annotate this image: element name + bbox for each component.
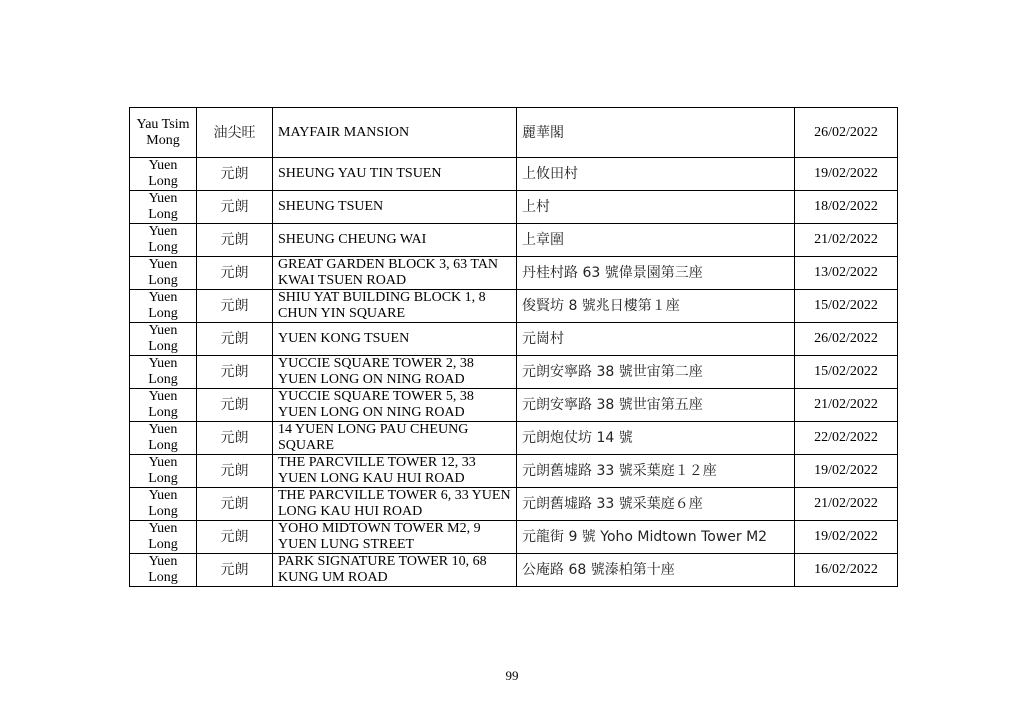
building-name-en-cell: GREAT GARDEN BLOCK 3, 63 TAN KWAI TSUEN ROAD <box>273 257 517 290</box>
district-en-cell: Yuen Long <box>130 455 197 488</box>
building-name-en-cell: SHIU YAT BUILDING BLOCK 1, 8 CHUN YIN SQUARE <box>273 290 517 323</box>
table-row <box>130 224 898 257</box>
district-zh-cell: 元朗 <box>197 554 273 587</box>
building-name-en-cell: SHEUNG CHEUNG WAI <box>273 224 517 257</box>
table-row <box>130 108 898 158</box>
date-cell: 13/02/2022 <box>795 257 898 290</box>
district-zh-cell: 元朗 <box>197 158 273 191</box>
building-name-en-cell: THE PARCVILLE TOWER 6, 33 YUEN LONG KAU HUI ROAD <box>273 488 517 521</box>
table-row <box>130 158 898 191</box>
building-name-en-cell: 14 YUEN LONG PAU CHEUNG SQUARE <box>273 422 517 455</box>
building-name-zh-cell: 元朗安寧路 38 號世宙第五座 <box>517 389 795 422</box>
table-row <box>130 521 898 554</box>
district-zh-cell: 元朗 <box>197 422 273 455</box>
district-en-cell: Yau Tsim Mong <box>130 108 197 158</box>
district-zh-cell: 元朗 <box>197 521 273 554</box>
district-en-cell: Yuen Long <box>130 158 197 191</box>
table-row <box>130 422 898 455</box>
date-cell: 22/02/2022 <box>795 422 898 455</box>
building-name-en-cell: THE PARCVILLE TOWER 12, 33 YUEN LONG KAU HUI ROAD <box>273 455 517 488</box>
table-row <box>130 257 898 290</box>
building-name-en-cell: MAYFAIR MANSION <box>273 108 517 158</box>
district-zh-cell: 元朗 <box>197 224 273 257</box>
district-zh-cell: 元朗 <box>197 290 273 323</box>
district-zh-cell: 元朗 <box>197 389 273 422</box>
date-cell: 15/02/2022 <box>795 290 898 323</box>
table-row <box>130 323 898 356</box>
district-zh-cell: 油尖旺 <box>197 108 273 158</box>
district-en-cell: Yuen Long <box>130 224 197 257</box>
district-en-cell: Yuen Long <box>130 554 197 587</box>
date-cell: 18/02/2022 <box>795 191 898 224</box>
district-zh-cell: 元朗 <box>197 356 273 389</box>
district-en-cell: Yuen Long <box>130 191 197 224</box>
building-name-zh-cell: 俊賢坊 8 號兆日樓第１座 <box>517 290 795 323</box>
district-en-cell: Yuen Long <box>130 356 197 389</box>
building-list-table <box>129 107 898 587</box>
building-name-zh-cell: 元龍街 9 號 Yoho Midtown Tower M2 <box>517 521 795 554</box>
building-name-zh-cell: 元崗村 <box>517 323 795 356</box>
building-name-zh-cell: 上章圍 <box>517 224 795 257</box>
table-row <box>130 356 898 389</box>
district-zh-cell: 元朗 <box>197 455 273 488</box>
district-zh-cell: 元朗 <box>197 191 273 224</box>
date-cell: 21/02/2022 <box>795 224 898 257</box>
district-en-cell: Yuen Long <box>130 488 197 521</box>
district-zh-cell: 元朗 <box>197 488 273 521</box>
date-cell: 19/02/2022 <box>795 158 898 191</box>
date-cell: 19/02/2022 <box>795 455 898 488</box>
building-name-zh-cell: 元朗舊墟路 33 號采葉庭１２座 <box>517 455 795 488</box>
district-en-cell: Yuen Long <box>130 290 197 323</box>
table-row <box>130 389 898 422</box>
district-en-cell: Yuen Long <box>130 422 197 455</box>
building-name-en-cell: SHEUNG YAU TIN TSUEN <box>273 158 517 191</box>
date-cell: 19/02/2022 <box>795 521 898 554</box>
building-name-en-cell: YUCCIE SQUARE TOWER 5, 38 YUEN LONG ON NING ROAD <box>273 389 517 422</box>
building-name-zh-cell: 麗華閣 <box>517 108 795 158</box>
table-row <box>130 455 898 488</box>
district-zh-cell: 元朗 <box>197 257 273 290</box>
district-en-cell: Yuen Long <box>130 323 197 356</box>
building-name-en-cell: SHEUNG TSUEN <box>273 191 517 224</box>
building-name-zh-cell: 元朗炮仗坊 14 號 <box>517 422 795 455</box>
table-row <box>130 191 898 224</box>
building-name-en-cell: YOHO MIDTOWN TOWER M2, 9 YUEN LUNG STREET <box>273 521 517 554</box>
district-en-cell: Yuen Long <box>130 521 197 554</box>
table-row <box>130 488 898 521</box>
district-en-cell: Yuen Long <box>130 257 197 290</box>
building-name-en-cell: YUCCIE SQUARE TOWER 2, 38 YUEN LONG ON NING ROAD <box>273 356 517 389</box>
date-cell: 21/02/2022 <box>795 389 898 422</box>
building-name-zh-cell: 丹桂村路 63 號偉景園第三座 <box>517 257 795 290</box>
date-cell: 16/02/2022 <box>795 554 898 587</box>
building-name-en-cell: PARK SIGNATURE TOWER 10, 68 KUNG UM ROAD <box>273 554 517 587</box>
district-zh-cell: 元朗 <box>197 323 273 356</box>
building-name-zh-cell: 上村 <box>517 191 795 224</box>
district-en-cell: Yuen Long <box>130 389 197 422</box>
building-name-zh-cell: 上攸田村 <box>517 158 795 191</box>
page-number: 99 <box>505 668 519 683</box>
table-row <box>130 554 898 587</box>
table-row <box>130 290 898 323</box>
table-body <box>130 108 898 587</box>
date-cell: 15/02/2022 <box>795 356 898 389</box>
date-cell: 21/02/2022 <box>795 488 898 521</box>
date-cell: 26/02/2022 <box>795 323 898 356</box>
building-name-en-cell: YUEN KONG TSUEN <box>273 323 517 356</box>
building-name-zh-cell: 元朗安寧路 38 號世宙第二座 <box>517 356 795 389</box>
date-cell: 26/02/2022 <box>795 108 898 158</box>
building-name-zh-cell: 元朗舊墟路 33 號采葉庭６座 <box>517 488 795 521</box>
building-name-zh-cell: 公庵路 68 號溱柏第十座 <box>517 554 795 587</box>
